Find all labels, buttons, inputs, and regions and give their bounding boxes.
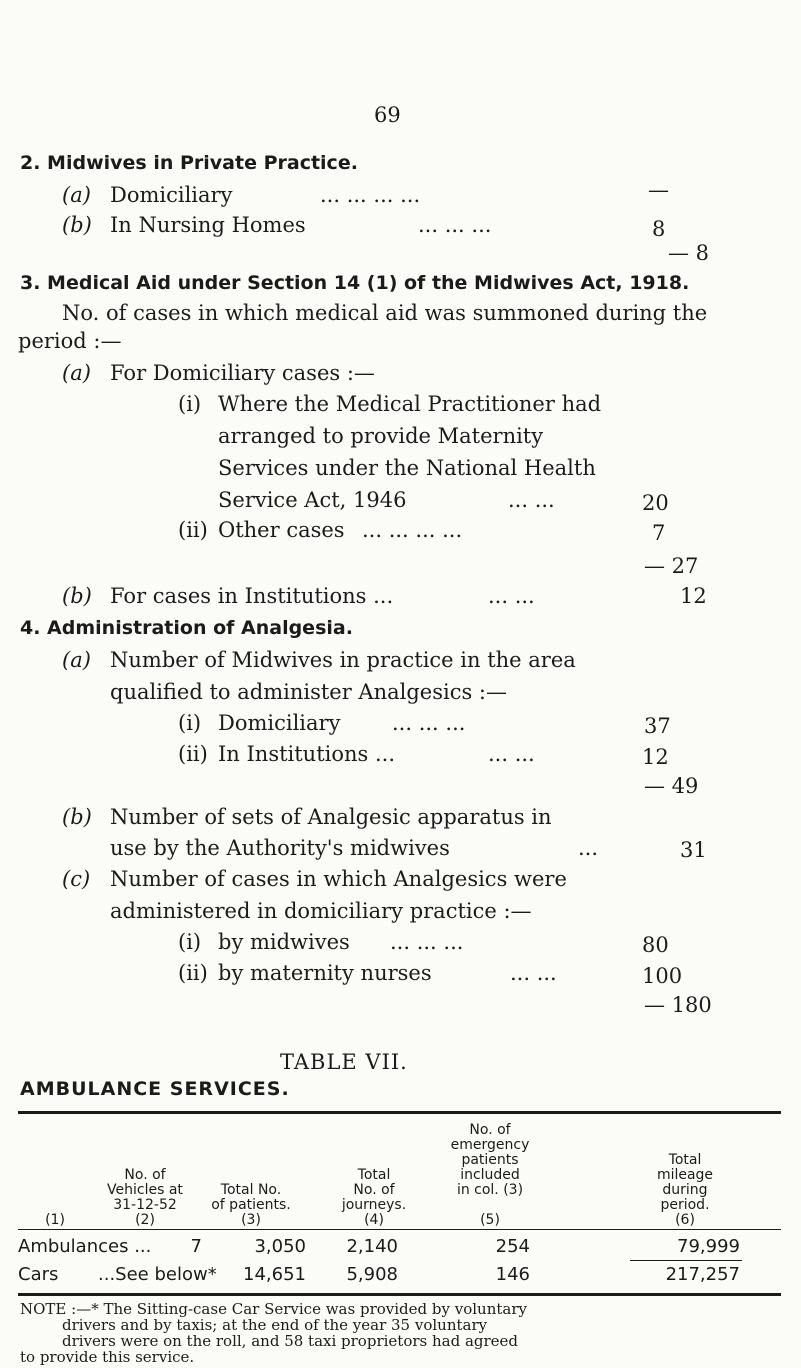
row-mileage: 217,257	[665, 1264, 740, 1285]
s3-b-label: (b)	[62, 584, 92, 608]
row-patients: 3,050	[254, 1236, 306, 1257]
s3-intro-line2: period :—	[18, 329, 122, 353]
s4-b-dots: ...	[578, 836, 599, 860]
s3-i-line4: Service Act, 1946	[218, 488, 407, 512]
col6-header-l4: period.	[660, 1197, 710, 1213]
col5-header-l1: No. of	[469, 1122, 511, 1138]
s4-b-line1: Number of sets of Analgesic apparatus in	[110, 805, 552, 829]
col4-header-l1: Total	[357, 1167, 391, 1183]
s3-intro-line1: No. of cases in which medical aid was summoned during the	[62, 301, 708, 325]
s4-b-label: (b)	[62, 805, 92, 829]
s2-b-text: In Nursing Homes	[110, 213, 306, 237]
table-bottom-rule	[18, 1293, 781, 1296]
s4-c-line1: Number of cases in which Analgesics were	[110, 867, 567, 891]
s4-i-label: (i)	[178, 711, 202, 735]
s4-ii-dots: ... ...	[488, 742, 535, 766]
s4-b-value: 31	[680, 838, 707, 862]
s4-a-label: (a)	[62, 648, 91, 672]
row-emergency: 254	[495, 1236, 530, 1257]
s4-ii-value: 12	[642, 745, 669, 769]
s4-ii-text: In Institutions ...	[218, 742, 396, 766]
col6-header-num: (6)	[675, 1212, 695, 1228]
s4-c-total: — 180	[644, 993, 712, 1017]
table-header-rule	[18, 1229, 781, 1230]
col3-header-l1: Total No.	[220, 1182, 282, 1198]
s3-ii-value: 7	[652, 521, 666, 545]
row-label: Cars	[18, 1264, 59, 1285]
s2-a-dots: ... ... ... ...	[320, 183, 421, 207]
s4-a-line2: qualified to administer Analgesics :—	[110, 680, 508, 704]
s4-i-text: Domiciliary	[218, 711, 341, 735]
table-top-rule	[18, 1111, 781, 1114]
s3-b-value: 12	[680, 584, 707, 608]
s4-i-dots: ... ... ...	[392, 711, 466, 735]
s4-ci-value: 80	[642, 933, 669, 957]
row-patients: 14,651	[243, 1264, 306, 1285]
col6-header-l2: mileage	[656, 1167, 714, 1183]
row-journeys: 2,140	[346, 1236, 398, 1257]
s2-a-text: Domiciliary	[110, 183, 233, 207]
col3-header-num: (3)	[241, 1212, 261, 1228]
s4-a-line1: Number of Midwives in practice in the area	[110, 648, 576, 672]
col2-header-l3: 31-12-52	[113, 1197, 177, 1213]
page-number: 69	[374, 103, 401, 127]
s2-a-value: —	[648, 178, 669, 202]
col5-header-l4: included	[460, 1167, 520, 1183]
col1-header-num: (1)	[45, 1212, 65, 1228]
s4-cii-value: 100	[642, 964, 683, 988]
s3-i-value: 20	[642, 491, 669, 515]
s3-ii-dots: ... ... ... ...	[362, 518, 463, 542]
s3-i-line3: Services under the National Health	[218, 456, 596, 480]
s3-a-total: — 27	[644, 554, 699, 578]
table-title: TABLE VII.	[280, 1050, 408, 1074]
s3-i-line1: Where the Medical Practitioner had	[218, 392, 602, 416]
s3-a-label: (a)	[62, 361, 91, 385]
s3-i-label: (i)	[178, 392, 202, 416]
col6-header-l1: Total	[668, 1152, 702, 1168]
mileage-underline	[630, 1260, 742, 1261]
note-line1: NOTE :—* The Sitting-case Car Service was provided by voluntary	[20, 1300, 527, 1318]
col5-header-l5: in col. (3)	[456, 1182, 524, 1198]
s4-ci-dots: ... ... ...	[390, 930, 464, 954]
s3-i-line2: arranged to provide Maternity	[218, 424, 544, 448]
col4-header-num: (4)	[364, 1212, 384, 1228]
col5-header-l3: patients	[461, 1152, 519, 1168]
row-vehicles: 7	[190, 1236, 202, 1257]
s3-ii-text: Other cases	[218, 518, 345, 542]
s4-c-label: (c)	[62, 867, 91, 891]
s2-b-dots: ... ... ...	[418, 213, 492, 237]
s3-b-dots: ... ...	[488, 584, 535, 608]
s4-cii-text: by maternity nurses	[218, 961, 432, 985]
col6-header-l3: during	[662, 1182, 708, 1198]
s2-b-label: (b)	[62, 213, 92, 237]
note-line3: drivers were on the roll, and 58 taxi proprietors had agreed	[62, 1332, 519, 1350]
row-journeys: 5,908	[346, 1264, 398, 1285]
s4-cii-dots: ... ...	[510, 961, 557, 985]
col5-header-num: (5)	[480, 1212, 500, 1228]
s4-cii-label: (ii)	[178, 961, 208, 985]
row-vehicles: ...See below*	[98, 1264, 217, 1285]
col3-header-l2: of patients.	[211, 1197, 291, 1213]
s2-b-value: 8	[652, 217, 666, 241]
s3-b-text: For cases in Institutions ...	[110, 584, 394, 608]
col4-header-l2: No. of	[353, 1182, 395, 1198]
s4-c-line2: administered in domiciliary practice :—	[110, 899, 532, 923]
s2-a-label: (a)	[62, 183, 91, 207]
row-emergency: 146	[495, 1264, 530, 1285]
s2-total: — 8	[668, 241, 710, 265]
s3-i-dots: ... ...	[508, 488, 555, 512]
note-line2: drivers and by taxis; at the end of the year 35 voluntary	[62, 1316, 488, 1334]
note-line4: to provide this service.	[20, 1348, 195, 1366]
section-4-heading: 4. Administration of Analgesia.	[20, 617, 353, 639]
s3-ii-label: (ii)	[178, 518, 208, 542]
row-mileage: 79,999	[677, 1236, 740, 1257]
s3-a-text: For Domiciliary cases :—	[110, 361, 375, 385]
col4-header-l3: journeys.	[341, 1197, 407, 1213]
s4-b-line2: use by the Authority's midwives	[110, 836, 450, 860]
s4-i-value: 37	[644, 714, 671, 738]
s4-ii-label: (ii)	[178, 742, 208, 766]
col2-header-num: (2)	[135, 1212, 155, 1228]
s4-ci-label: (i)	[178, 930, 202, 954]
s4-ci-text: by midwives	[218, 930, 350, 954]
col5-header-l2: emergency	[450, 1137, 530, 1153]
s4-a-total: — 49	[644, 774, 699, 798]
section-2-heading: 2. Midwives in Private Practice.	[20, 152, 358, 174]
col2-header-l1: No. of	[124, 1167, 166, 1183]
section-3-heading: 3. Medical Aid under Section 14 (1) of the Midwives Act, 1918.	[20, 272, 690, 294]
row-label: Ambulances ...	[18, 1236, 152, 1257]
col2-header-l2: Vehicles at	[107, 1182, 183, 1198]
table-subtitle: AMBULANCE SERVICES.	[20, 1078, 290, 1100]
